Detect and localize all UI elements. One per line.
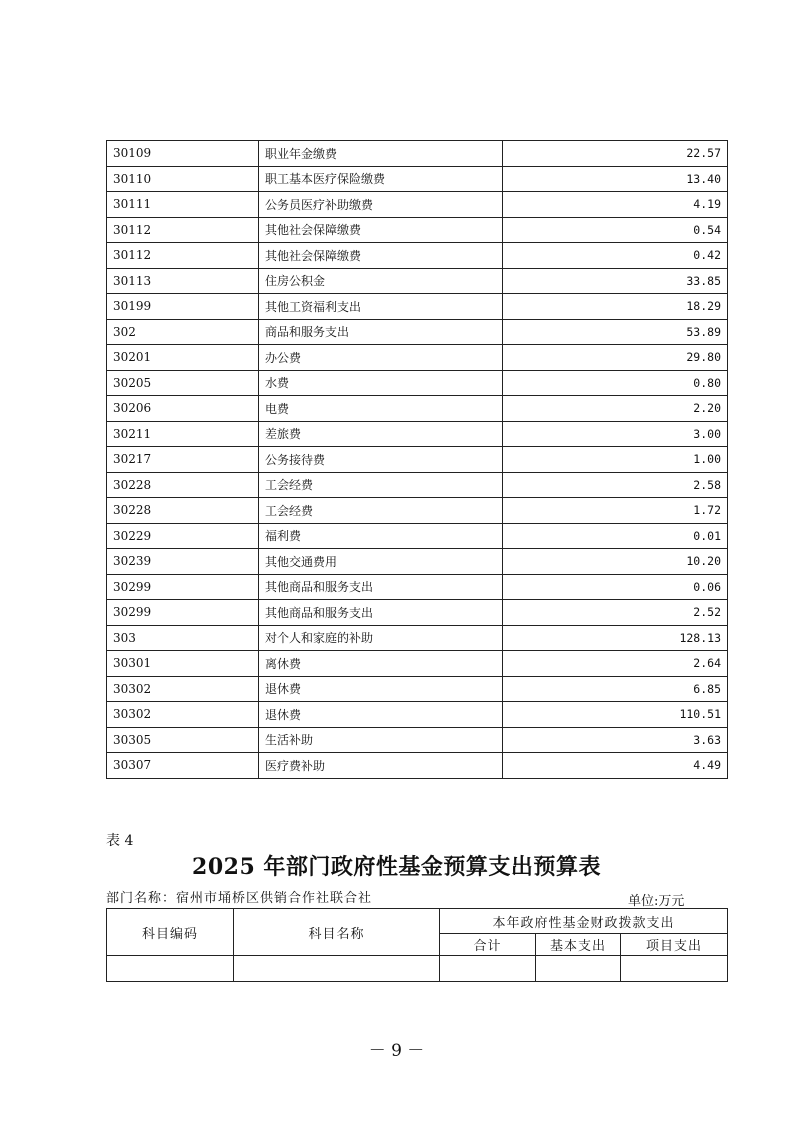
table-row (107, 651, 728, 677)
table-row (107, 549, 728, 575)
amount-cell: 4.49 (503, 753, 728, 779)
subject-name-cell: 对个人和家庭的补助 (259, 625, 503, 651)
table-row (107, 345, 728, 371)
header-name: 科目名称 (234, 909, 440, 956)
subject-name-cell: 电费 (259, 396, 503, 422)
amount-cell: 10.20 (503, 549, 728, 575)
subject-code-cell: 303 (107, 625, 259, 651)
amount-cell: 3.63 (503, 727, 728, 753)
subject-code-cell: 30206 (107, 396, 259, 422)
empty-cell (107, 956, 234, 982)
table-row (107, 753, 728, 779)
subject-name-cell: 离休费 (259, 651, 503, 677)
amount-cell: 2.64 (503, 651, 728, 677)
amount-cell: 33.85 (503, 268, 728, 294)
subject-code-cell: 30228 (107, 498, 259, 524)
table-row (107, 166, 728, 192)
table-row (107, 141, 728, 167)
amount-cell: 0.80 (503, 370, 728, 396)
subject-name-cell: 退休费 (259, 676, 503, 702)
subject-code-cell: 30307 (107, 753, 259, 779)
subject-code-cell: 30111 (107, 192, 259, 218)
subject-name-cell: 生活补助 (259, 727, 503, 753)
expenditure-table (106, 140, 728, 779)
amount-cell: 22.57 (503, 141, 728, 167)
subject-code-cell: 30302 (107, 676, 259, 702)
subject-code-cell: 30112 (107, 243, 259, 269)
unit-label: 单位:万元 (628, 894, 685, 909)
department-name: 部门名称：宿州市埇桥区供销合作社联合社 (106, 891, 373, 906)
subject-name-cell: 职业年金缴费 (259, 141, 503, 167)
amount-cell: 0.42 (503, 243, 728, 269)
subject-name-cell: 福利费 (259, 523, 503, 549)
amount-cell: 13.40 (503, 166, 728, 192)
subject-code-cell: 30211 (107, 421, 259, 447)
amount-cell: 18.29 (503, 294, 728, 320)
subject-code-cell: 30201 (107, 345, 259, 371)
table-row (107, 243, 728, 269)
subject-code-cell: 30199 (107, 294, 259, 320)
subject-name-cell: 其他工资福利支出 (259, 294, 503, 320)
header-group: 本年政府性基金财政拨款支出 (440, 909, 728, 934)
amount-cell: 1.72 (503, 498, 728, 524)
table-row (107, 294, 728, 320)
subject-code-cell: 302 (107, 319, 259, 345)
empty-cell (621, 956, 728, 982)
subject-name-cell: 差旅费 (259, 421, 503, 447)
subject-name-cell: 其他商品和服务支出 (259, 600, 503, 626)
table-row (107, 370, 728, 396)
table-row (107, 217, 728, 243)
amount-cell: 0.06 (503, 574, 728, 600)
subject-code-cell: 30217 (107, 447, 259, 473)
subject-code-cell: 30109 (107, 141, 259, 167)
subject-code-cell: 30305 (107, 727, 259, 753)
subject-name-cell: 工会经费 (259, 498, 503, 524)
table-row (107, 396, 728, 422)
header-total: 合计 (440, 934, 536, 956)
subject-code-cell: 30301 (107, 651, 259, 677)
table-row (107, 268, 728, 294)
subject-name-cell: 其他社会保障缴费 (259, 243, 503, 269)
subject-code-cell: 30239 (107, 549, 259, 575)
subject-name-cell: 公务员医疗补助缴费 (259, 192, 503, 218)
header-code: 科目编码 (107, 909, 234, 956)
table-row (107, 498, 728, 524)
table-row (107, 192, 728, 218)
subject-name-cell: 其他社会保障缴费 (259, 217, 503, 243)
amount-cell: 2.58 (503, 472, 728, 498)
subject-code-cell: 30228 (107, 472, 259, 498)
table-row (107, 727, 728, 753)
amount-cell: 6.85 (503, 676, 728, 702)
table-row (107, 625, 728, 651)
header-project: 项目支出 (621, 934, 728, 956)
subject-name-cell: 医疗费补助 (259, 753, 503, 779)
subject-code-cell: 30302 (107, 702, 259, 728)
table-row (107, 600, 728, 626)
empty-cell (234, 956, 440, 982)
table-row (107, 319, 728, 345)
table-row (107, 574, 728, 600)
amount-cell: 0.01 (503, 523, 728, 549)
amount-cell: 3.00 (503, 421, 728, 447)
subject-code-cell: 30112 (107, 217, 259, 243)
amount-cell: 4.19 (503, 192, 728, 218)
subject-name-cell: 工会经费 (259, 472, 503, 498)
subject-name-cell: 公务接待费 (259, 447, 503, 473)
subject-code-cell: 30299 (107, 574, 259, 600)
subject-name-cell: 办公费 (259, 345, 503, 371)
table-caption: 表 4 (106, 833, 134, 849)
subject-name-cell: 商品和服务支出 (259, 319, 503, 345)
page-number: － 9 － (368, 1041, 425, 1061)
amount-cell: 1.00 (503, 447, 728, 473)
table-row (107, 447, 728, 473)
table-title: 2025 年部门政府性基金预算支出预算表 (192, 854, 601, 880)
header-basic: 基本支出 (536, 934, 621, 956)
table-row (107, 702, 728, 728)
table-row (107, 676, 728, 702)
subject-name-cell: 其他商品和服务支出 (259, 574, 503, 600)
amount-cell: 110.51 (503, 702, 728, 728)
subject-name-cell: 退休费 (259, 702, 503, 728)
empty-row (107, 956, 728, 982)
amount-cell: 2.52 (503, 600, 728, 626)
amount-cell: 2.20 (503, 396, 728, 422)
fund-budget-table (106, 908, 728, 982)
table-row (107, 523, 728, 549)
empty-cell (440, 956, 536, 982)
subject-code-cell: 30205 (107, 370, 259, 396)
subject-code-cell: 30229 (107, 523, 259, 549)
subject-name-cell: 其他交通费用 (259, 549, 503, 575)
subject-code-cell: 30113 (107, 268, 259, 294)
amount-cell: 53.89 (503, 319, 728, 345)
amount-cell: 0.54 (503, 217, 728, 243)
amount-cell: 29.80 (503, 345, 728, 371)
table-row (107, 472, 728, 498)
subject-name-cell: 职工基本医疗保险缴费 (259, 166, 503, 192)
table-row (107, 421, 728, 447)
empty-cell (536, 956, 621, 982)
amount-cell: 128.13 (503, 625, 728, 651)
subject-code-cell: 30110 (107, 166, 259, 192)
subject-name-cell: 水费 (259, 370, 503, 396)
subject-code-cell: 30299 (107, 600, 259, 626)
expenditure-table-body (107, 141, 728, 779)
subject-name-cell: 住房公积金 (259, 268, 503, 294)
